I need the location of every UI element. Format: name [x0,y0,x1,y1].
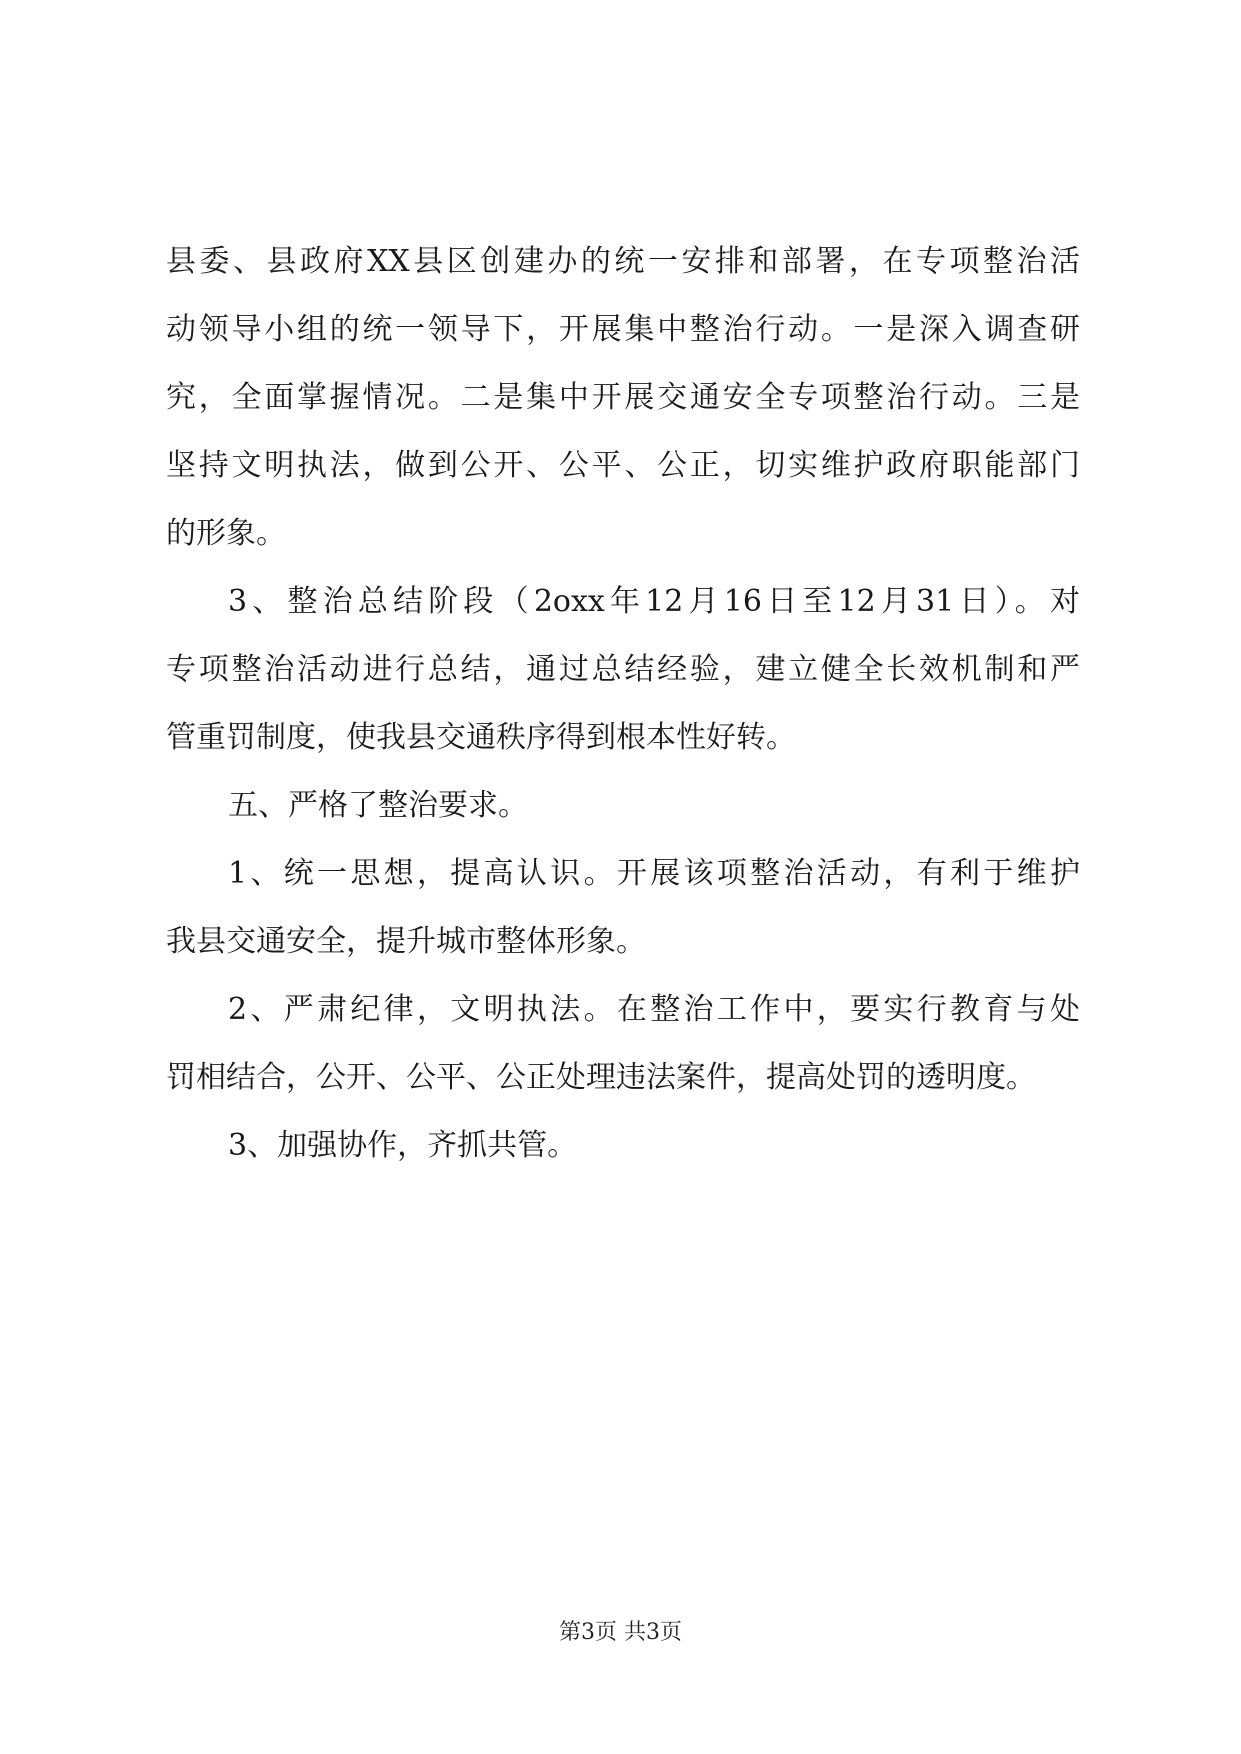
text-line: 1、统一思想，提高认识。开展该项整治活动，有利于维护 [228,856,1080,891]
text-line: 我县交通安全，提升城市整体形象。 [166,924,646,959]
page-number-footer: 第3页 共3页 [559,1620,682,1645]
text-line: 坚持文明执法，做到公开、公平、公正，切实维护政府职能部门 [166,448,1080,483]
text-line: 专项整治活动进行总结，通过总结经验，建立健全长效机制和严 [166,652,1080,687]
text-line: 3、整治总结阶段（2oxx年12月16日至12月31日）。对 [228,584,1080,619]
section-heading: 五、严格了整治要求。 [228,788,528,823]
text-line: 罚相结合，公开、公平、公正处理违法案件，提高处罚的透明度。 [166,1060,1036,1095]
body-text [166,228,1080,1180]
text-line: 县委、县政府XX县区创建办的统一安排和部署，在专项整治活 [166,244,1080,279]
text-line: 动领导小组的统一领导下，开展集中整治行动。一是深入调查研 [166,312,1080,347]
text-line: 2、严肃纪律，文明执法。在整治工作中，要实行教育与处 [228,992,1080,1027]
text-line: 究，全面掌握情况。二是集中开展交通安全专项整治行动。三是 [166,380,1080,415]
text-line: 的形象。 [166,516,286,551]
text-line: 3、加强协作，齐抓共管。 [228,1128,578,1163]
text-line: 管重罚制度，使我县交通秩序得到根本性好转。 [166,720,796,755]
